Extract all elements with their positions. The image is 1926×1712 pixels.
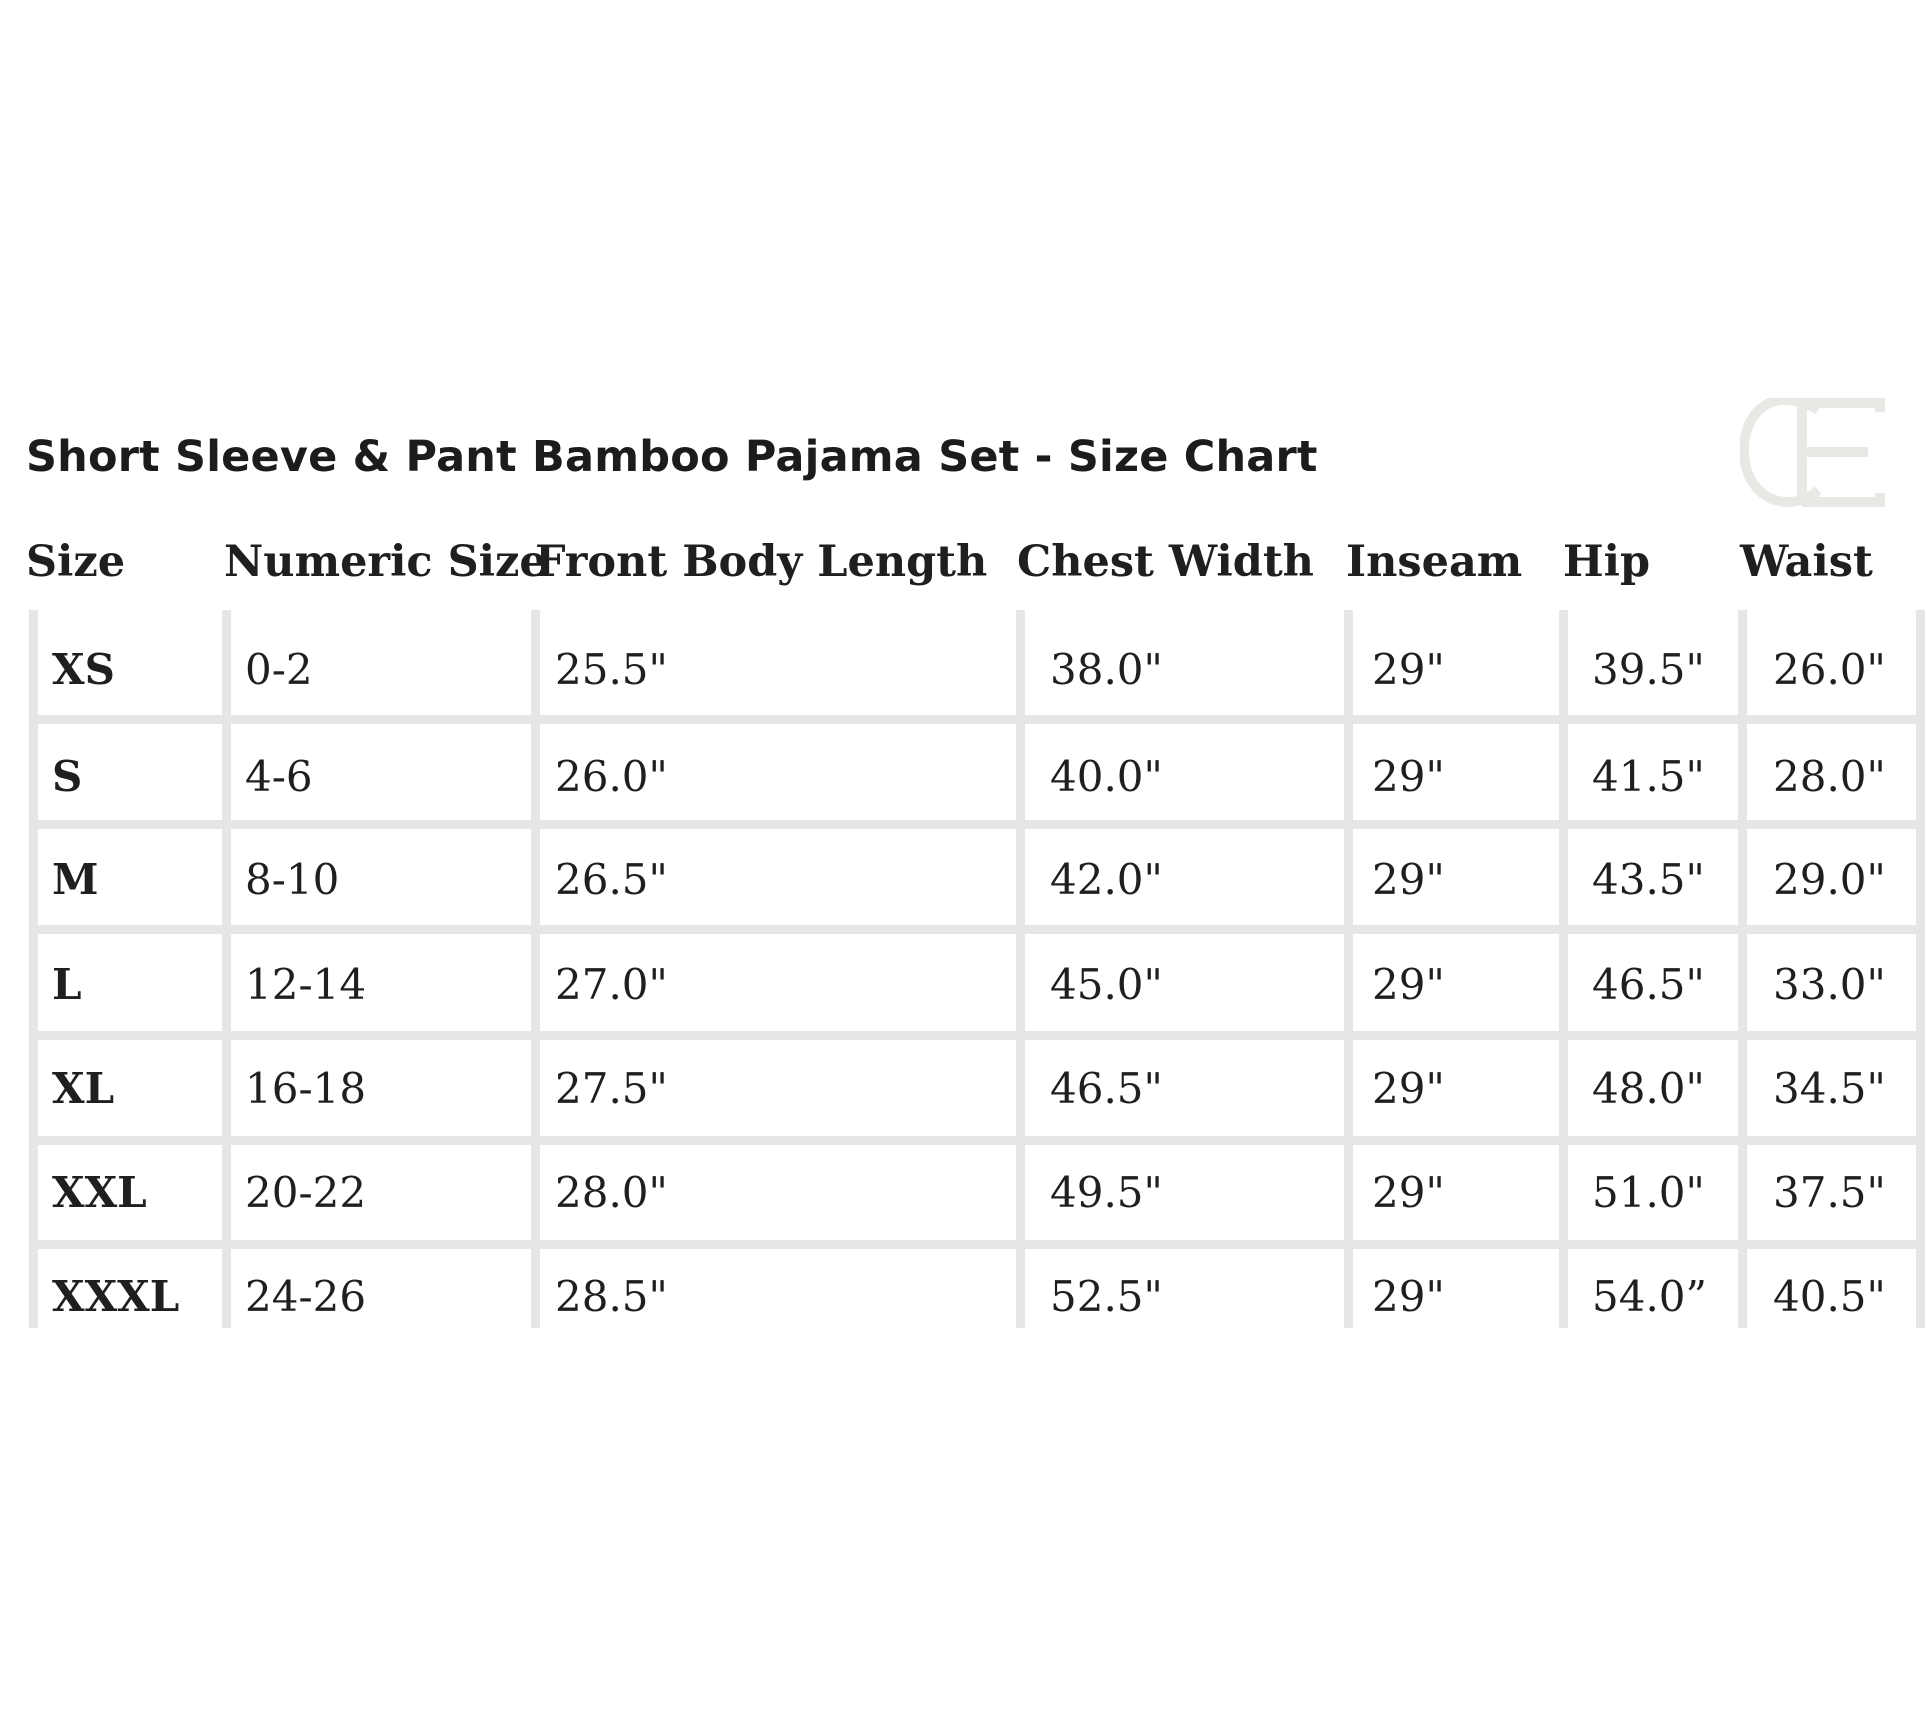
table-cell: 45.0" <box>1050 960 1163 1009</box>
column-header: Numeric Size <box>224 537 547 587</box>
row-divider <box>29 925 1925 934</box>
size-label-cell: XXL <box>52 1168 147 1217</box>
row-divider <box>29 820 1925 829</box>
table-cell: 8-10 <box>245 855 340 904</box>
table-cell: 34.5" <box>1773 1064 1886 1113</box>
table-cell: 29" <box>1372 1168 1445 1217</box>
table-cell: 29" <box>1372 855 1445 904</box>
column-header: Hip <box>1563 537 1651 587</box>
row-divider <box>29 1240 1925 1249</box>
column-header: Chest Width <box>1017 537 1314 587</box>
table-cell: 28.5" <box>555 1272 668 1321</box>
row-divider <box>29 1031 1925 1040</box>
table-cell: 4-6 <box>245 752 313 801</box>
table-cell: 29" <box>1372 1272 1445 1321</box>
size-label-cell: XXXL <box>52 1272 180 1321</box>
table-cell: 0-2 <box>245 645 313 694</box>
table-cell: 33.0" <box>1773 960 1886 1009</box>
table-cell: 29" <box>1372 1064 1445 1113</box>
table-cell: 29.0" <box>1773 855 1886 904</box>
table-cell: 43.5" <box>1592 855 1705 904</box>
row-divider <box>29 1136 1925 1145</box>
table-cell: 16-18 <box>245 1064 367 1113</box>
size-label-cell: S <box>52 752 83 801</box>
row-divider <box>29 715 1925 724</box>
table-cell: 41.5" <box>1592 752 1705 801</box>
table-cell: 26.5" <box>555 855 668 904</box>
column-header: Front Body Length <box>535 537 988 587</box>
table-cell: 38.0" <box>1050 645 1163 694</box>
table-cell: 29" <box>1372 960 1445 1009</box>
table-cell: 42.0" <box>1050 855 1163 904</box>
table-cell: 39.5" <box>1592 645 1705 694</box>
size-label-cell: XL <box>52 1064 115 1113</box>
table-cell: 40.0" <box>1050 752 1163 801</box>
table-cell: 49.5" <box>1050 1168 1163 1217</box>
table-cell: 46.5" <box>1592 960 1705 1009</box>
column-header: Size <box>26 537 126 587</box>
table-cell: 28.0" <box>1773 752 1886 801</box>
table-cell: 37.5" <box>1773 1168 1886 1217</box>
table-cell: 28.0" <box>555 1168 668 1217</box>
table-cell: 52.5" <box>1050 1272 1163 1321</box>
chart-title: Short Sleeve & Pant Bamboo Pajama Set - Size Chart <box>26 432 1318 482</box>
size-label-cell: XS <box>52 645 115 694</box>
table-cell: 25.5" <box>555 645 668 694</box>
table-cell: 29" <box>1372 645 1445 694</box>
table-cell: 40.5" <box>1773 1272 1886 1321</box>
table-cell: 51.0" <box>1592 1168 1705 1217</box>
table-cell: 54.0” <box>1592 1272 1707 1321</box>
table-cell: 48.0" <box>1592 1064 1705 1113</box>
column-header: Inseam <box>1346 537 1523 587</box>
column-header: Waist <box>1740 537 1873 587</box>
table-cell: 29" <box>1372 752 1445 801</box>
table-cell: 27.0" <box>555 960 668 1009</box>
table-cell: 12-14 <box>245 960 367 1009</box>
table-cell: 26.0" <box>555 752 668 801</box>
table-cell: 24-26 <box>245 1272 367 1321</box>
table-cell: 46.5" <box>1050 1064 1163 1113</box>
size-label-cell: L <box>52 960 82 1009</box>
table-cell: 27.5" <box>555 1064 668 1113</box>
brand-logo <box>1740 398 1885 508</box>
table-cell: 26.0" <box>1773 645 1886 694</box>
size-label-cell: M <box>52 855 99 904</box>
table-cell: 20-22 <box>245 1168 367 1217</box>
